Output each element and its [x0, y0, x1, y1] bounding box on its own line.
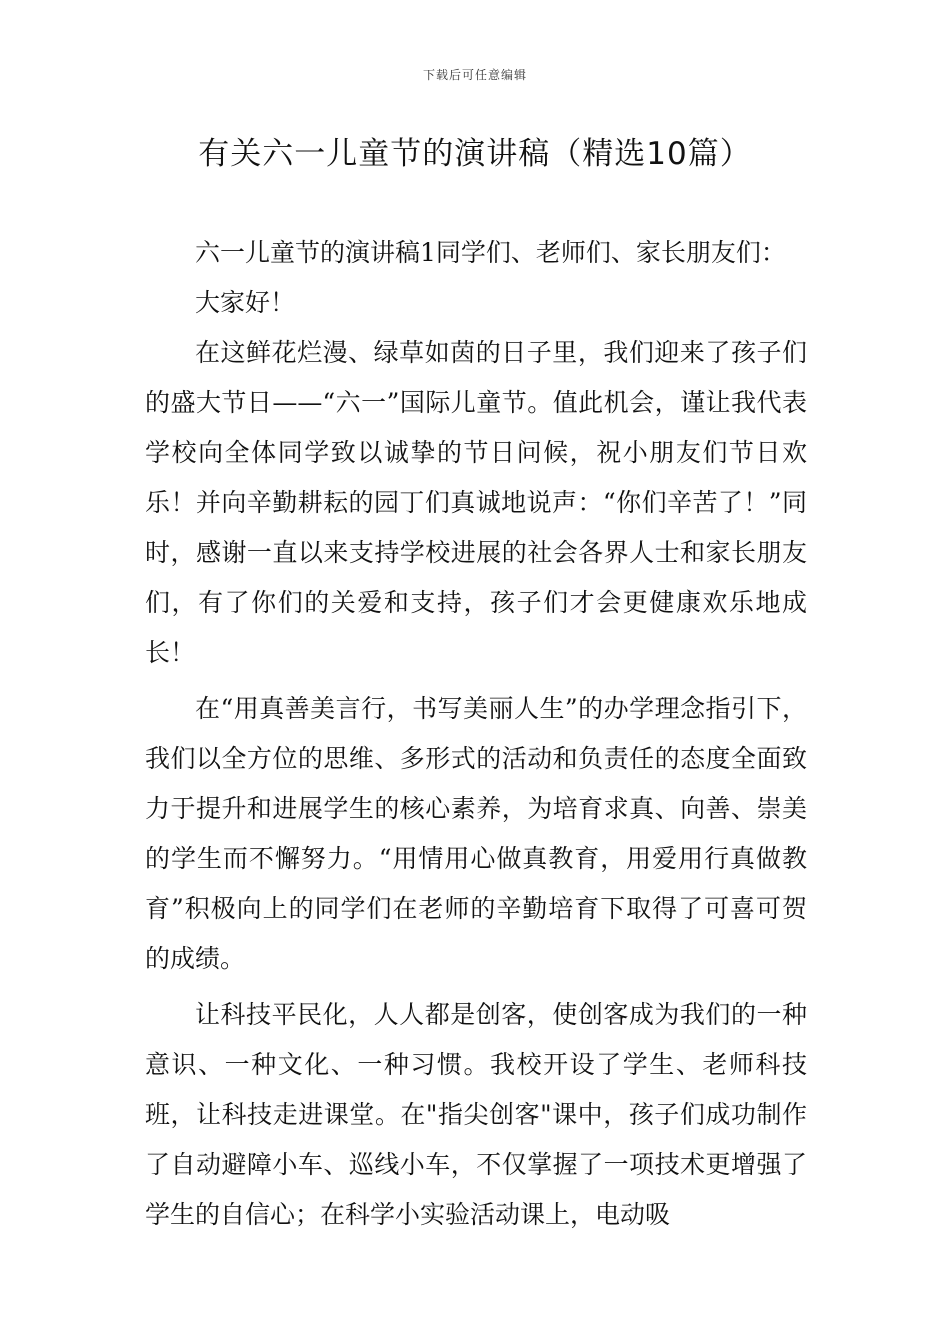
paragraph-greeting: 大家好！: [195, 288, 296, 317]
paragraph-body-1: 在这鲜花烂漫、绿草如茵的日子里，我们迎来了孩子们的盛大节日——“六一”国际儿童节。值此机会，谨让我代表学校向全体同学致以诚挚的节日问候，祝小朋友们节日欢乐！并向辛勤耕耘的园丁们真诚地说声：“你们辛苦了！”同时，感谢一直以来支持学校进展的社会各界人士和家长朋友们，有了你们的关爱和支持，孩子们才会更健康欢乐地成长！: [145, 338, 807, 667]
document-title: 有关六一儿童节的演讲稿（精选10篇）: [198, 136, 752, 172]
document-body: [145, 228, 807, 1246]
paragraph-body-3: 让科技平民化，人人都是创客，使创客成为我们的一种意识、一种文化、一种习惯。我校开设了学生、老师科技班，让科技走进课堂。在"指尖创客"课中，孩子们成功制作了自动避障小车、巡线小车，不仅掌握了一项技术更增强了学生的自信心；在科学小实验活动课上，电动吸: [145, 1000, 807, 1229]
paragraph-salutation: 六一儿童节的演讲稿1同学们、老师们、家长朋友们：: [195, 238, 786, 267]
header-note: 下载后可任意编辑: [422, 68, 527, 82]
paragraph-body-2: 在“用真善美言行，书写美丽人生”的办学理念指引下，我们以全方位的思维、多形式的活动和负责任的态度全面致力于提升和进展学生的核心素养，为培育求真、向善、崇美的学生而不懈努力。“用情用心做真教育，用爱用行真做教育”积极向上的同学们在老师的辛勤培育下取得了可喜可贺的成绩。: [145, 694, 807, 973]
